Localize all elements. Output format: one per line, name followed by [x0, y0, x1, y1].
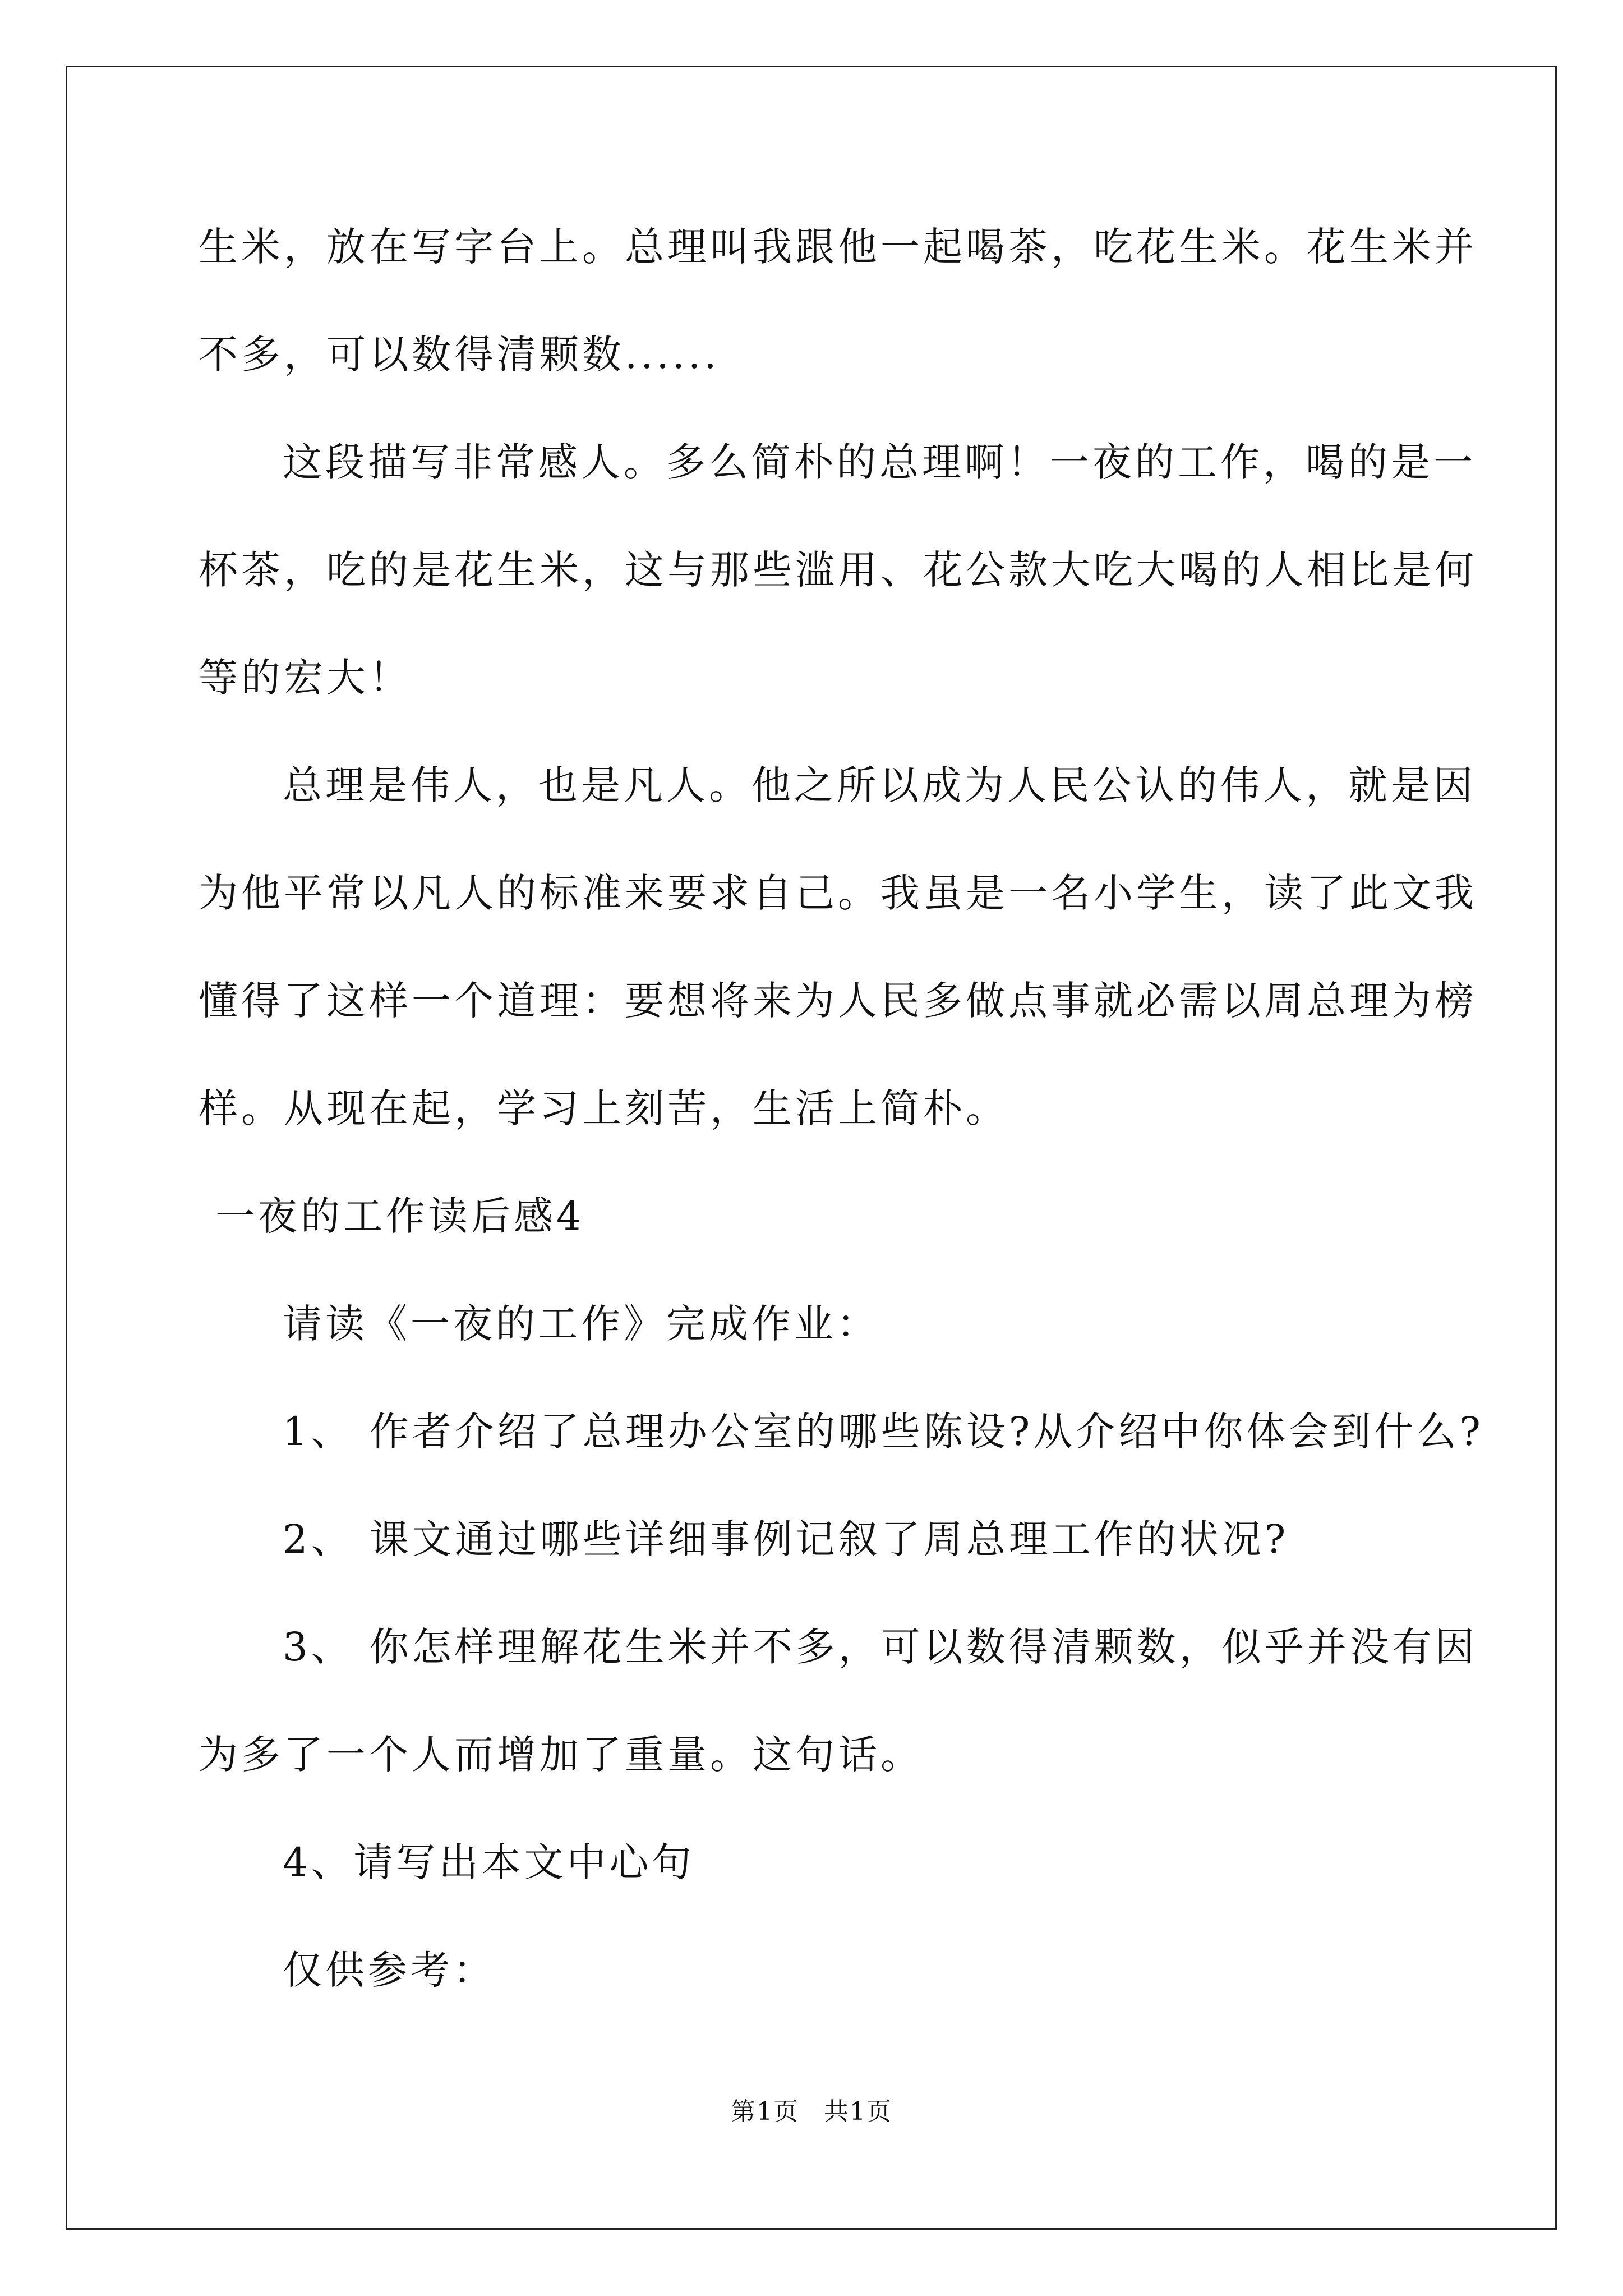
text-line: 懂得了这样一个道理：要想将来为人民多做点事就必需以周总理为榜 — [199, 978, 1477, 1024]
text-line: 为他平常以凡人的标准来要求自己。我虽是一名小学生，读了此文我 — [199, 870, 1477, 916]
text-line: 杯茶，吃的是花生米，这与那些滥用、花公款大吃大喝的人相比是何 — [199, 547, 1477, 593]
page-number: 第1页 — [731, 2097, 799, 2126]
page-footer — [0, 2095, 1623, 2129]
question-item: 4、请写出本文中心句 — [283, 1839, 695, 1885]
paragraph-start: 这段描写非常感人。多么简朴的总理啊！一夜的工作，喝的是一 — [283, 439, 1476, 485]
text-line: 样。从现在起，学习上刻苦，生活上简朴。 — [199, 1085, 1008, 1131]
text-line: 不多，可以数得清颗数...... — [199, 332, 720, 378]
paragraph-start: 总理是伟人，也是凡人。他之所以成为人民公认的伟人，就是因 — [283, 762, 1476, 808]
paragraph-start: 仅供参考： — [283, 1947, 496, 1993]
paragraph-start: 请读《一夜的工作》完成作业： — [283, 1301, 879, 1347]
text-line: 等的宏大！ — [199, 655, 412, 701]
section-heading: 一夜的工作读后感4 — [215, 1193, 585, 1239]
text-line: 生米，放在写字台上。总理叫我跟他一起喝茶，吃花生米。花生米并 — [199, 224, 1477, 270]
document-body — [199, 219, 1484, 1998]
question-item: 2、 课文通过哪些详细事例记叙了周总理工作的状况? — [283, 1516, 1289, 1562]
page-total: 共1页 — [824, 2097, 892, 2126]
question-item: 1、 作者介绍了总理办公室的哪些陈设?从介绍中你体会到什么? — [283, 1409, 1484, 1455]
text-line: 为多了一个人而增加了重量。这句话。 — [199, 1732, 923, 1778]
question-item: 3、 你怎样理解花生米并不多，可以数得清颗数，似乎并没有因 — [283, 1624, 1478, 1670]
